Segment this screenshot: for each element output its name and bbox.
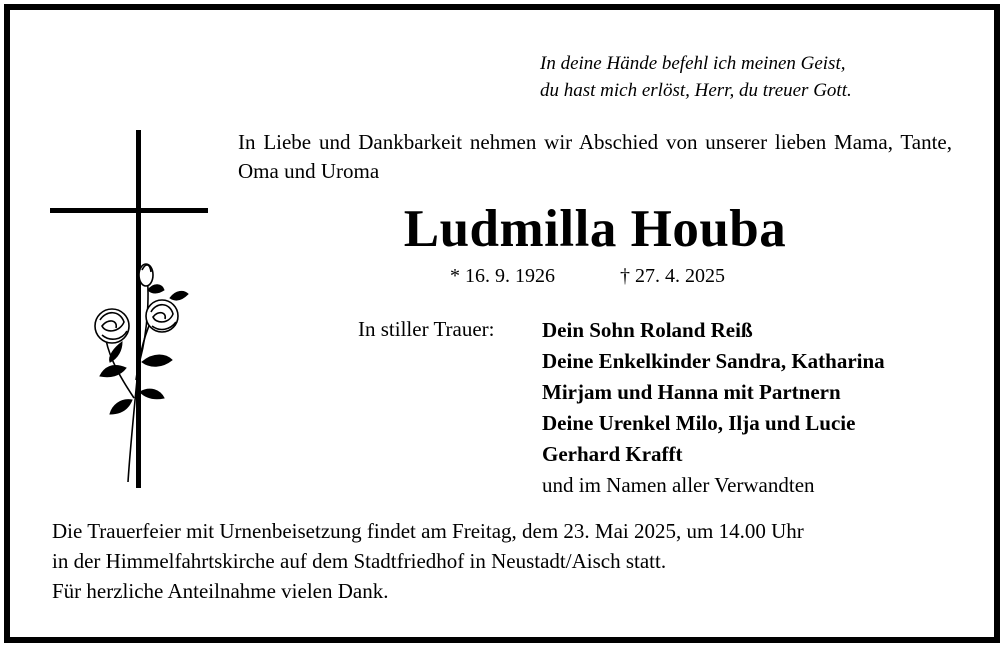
mourner-line: Gerhard Krafft <box>542 442 683 466</box>
deceased-name: Ludmilla Houba <box>403 200 787 258</box>
verse-line: In deine Hände befehl ich meinen Geist, <box>540 53 846 74</box>
mourner-line: Deine Enkelkinder Sandra, Katharina <box>542 349 885 373</box>
verse-line: du hast mich erlöst, Herr, du treuer Gott. <box>540 80 852 101</box>
mourner-line: Deine Urenkel Milo, Ilja und Lucie <box>542 411 856 435</box>
bible-verse <box>540 50 852 104</box>
cross-with-roses-icon <box>50 130 210 495</box>
mourners-list <box>542 315 885 501</box>
birth-date: * 16. 9. 1926 <box>450 265 555 287</box>
funeral-service-info <box>52 516 804 606</box>
mourner-line: Dein Sohn Roland Reiß <box>542 318 753 342</box>
mourner-line: Mirjam und Hanna mit Partnern <box>542 380 841 404</box>
mourning-label: In stiller Trauer: <box>358 317 495 341</box>
service-line: in der Himmelfahrtskirche auf dem Stadtfriedhof in Neustadt/Aisch statt. <box>52 549 667 573</box>
service-line: Die Trauerfeier mit Urnenbeisetzung findet am Freitag, dem 23. Mai 2025, um 14.00 Uhr <box>52 519 804 543</box>
death-date: † 27. 4. 2025 <box>620 265 725 287</box>
mourning-closing: und im Namen aller Verwandten <box>542 473 815 497</box>
intro-text: In Liebe und Dankbarkeit nehmen wir Abschied von unserer lieben Mama, Tante, Oma und Uroma <box>238 130 952 183</box>
thanks-line: Für herzliche Anteilnahme vielen Dank. <box>52 579 389 603</box>
obituary-notice <box>4 4 1000 643</box>
